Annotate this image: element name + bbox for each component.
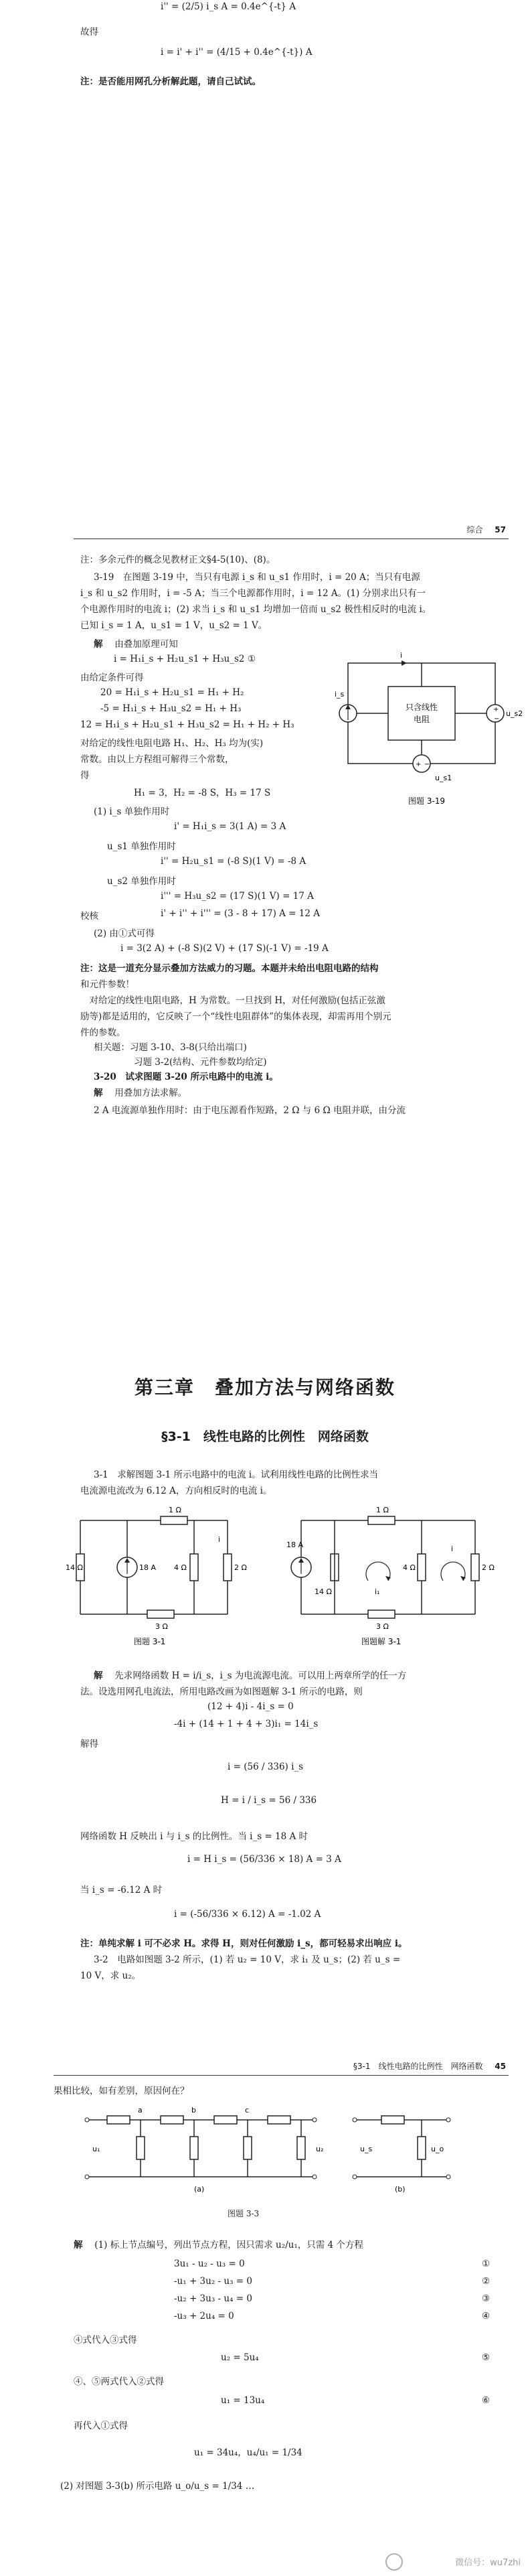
equation-num-1: ② (482, 2276, 491, 2287)
blank-gap-1 (0, 100, 530, 516)
result-3: u₁ = 34u₄，u₄/u₁ = 1/34 (194, 2447, 302, 2458)
solution-label: 解 (94, 1670, 103, 1681)
resistor-2 (224, 1554, 232, 1581)
note-line-2: 10 V，求 u₂。 (80, 1971, 141, 1981)
mesh-equation-1: (12 + 4)i - 4i_s = 0 (207, 1701, 294, 1712)
node-a: a (138, 2106, 143, 2115)
note2-line-2: 对给定的线性电阻电路，H 为常数。一旦找到 H，对任何激励(包括正弦激 (80, 995, 385, 1006)
eq-i-double-prime: i'' = H₂u_s1 = (-8 S)(1 V) = -8 A (161, 856, 306, 867)
i-label: i (218, 1535, 221, 1544)
result-2-num: ⑥ (482, 2395, 491, 2406)
h-values: H₁ = 3，H₂ = -8 S，H₃ = 17 S (134, 788, 271, 798)
p320-last: 2 A 电流源单独作用时：由于电压源看作短路，2 Ω 与 6 Ω 电阻并联，由分流 (94, 1105, 406, 1116)
r2-label: 2 Ω (234, 1563, 247, 1572)
header-label: 综合 (466, 525, 483, 534)
blank-gap-2 (0, 1132, 530, 1366)
sol-resistor-3 (368, 1610, 395, 1618)
part-1: (1) i_s 单独作用时 (94, 806, 170, 817)
equation-num-2: ③ (482, 2293, 491, 2304)
after-eqs-2: 得 (80, 770, 90, 781)
figure-3-19 (335, 650, 523, 810)
solution-line-1: 法。设选用网孔电流法，所用电路改画为如图题解 3-1 所示的电路，则 (80, 1687, 363, 1697)
header-rule-2 (54, 2075, 509, 2076)
after-eqs-0: 对给定的线性电阻电路 H₁、H₂、H₃ 均为(实) (80, 738, 264, 749)
sol-src-label: 18 A (286, 1541, 304, 1549)
problem-3-19-line-1: i_s 和 u_s2 作用时，i = -5 A；当三个电源都作用时，i = 12 A。(1) 分别求出只有一 (80, 588, 426, 599)
equation-row-2: -u₂ + 3u₃ - u₄ = 0 (174, 2293, 252, 2304)
eq-part-2: i = 3(2 A) + (-8 S)(2 V) + (17 S)(-1 V) = -19 A (120, 943, 329, 954)
problem-3-1-line-1: 电流源电流改为 6.12 A，方向相反时的电流 i。 (80, 1486, 272, 1496)
sol-resistor-2 (471, 1554, 479, 1581)
figure-3-3b (341, 2103, 462, 2197)
eq-check: i' + i'' + i''' = (3 - 8 + 17) A = 12 A (161, 908, 320, 919)
box-label-2: 电阻 (413, 715, 430, 724)
us2-label: u_s2 (506, 709, 523, 718)
solution-line-0: 先求网络函数 H = i/i_s，i_s 为电流源电流。可以用上两章所学的任一方 (114, 1670, 407, 1681)
equation-row-3: -u₃ + 2u₄ = 0 (174, 2311, 234, 2321)
us2-alone: u_s2 单独作用时 (107, 876, 176, 887)
solution-label: 解 (74, 2240, 83, 2250)
r1-label: 1 Ω (169, 1506, 181, 1514)
note2-line-0: 注：这是一道充分显示叠加方法威力的习题。本题并未给出电阻电路的结构 (80, 963, 379, 974)
watermark-text: 微信号：wu7zhi (455, 2558, 521, 2568)
eq-row-0: 20 = H₁i_s + H₂u_s1 = H₁ + H₂ (100, 687, 244, 698)
port-u1: u₁ (92, 2145, 100, 2153)
last-line: (2) 对图题 3-3(b) 所示电路 u_o/u_s = 1/34 … (60, 2481, 255, 2492)
figure-3-1 (66, 1500, 247, 1648)
page-number-2: 45 (495, 2062, 506, 2071)
page-3 (0, 1366, 530, 1983)
result-h: H = i / i_s = 56 / 336 (221, 1795, 317, 1806)
page-2-tail (0, 1085, 530, 1132)
note2-line-3: 励等)都是适用的，它反映了一个“线性电阻群体”的集体表现，却需再用个别元 (80, 1011, 391, 1022)
port-u2: u₂ (316, 2145, 324, 2153)
note-top: 注：多余元件的概念见教材正文§4-5(10)、(8)。 (80, 555, 276, 565)
after-eqs-1: 常数。由以上方程组可解得三个常数， (80, 754, 234, 765)
p320-solution (94, 1085, 187, 1098)
check-label: 校核 (80, 911, 98, 922)
i-label: i (400, 651, 403, 660)
solution-text: (1) 标上节点编号，列出节点方程，因只需求 u₂/u₁，只需 4 个方程 (94, 2240, 363, 2250)
solution-line (74, 2237, 363, 2250)
node-c: c (245, 2106, 250, 2115)
port-uo: u_o (431, 2145, 444, 2153)
solution-3-19 (94, 636, 178, 650)
r3-label: 3 Ω (155, 1622, 168, 1631)
equation-1: i = H₁i_s + H₂u_s1 + H₃u_s2 (114, 654, 245, 664)
therefore-text: 故得 (80, 27, 98, 38)
sol-r3-label: 3 Ω (376, 1622, 389, 1631)
eq-i-triple-prime: i''' = H₃u_s2 = (17 S)(1 V) = 17 A (161, 891, 314, 902)
note2-line-4: 件的参数。 (80, 1027, 126, 1038)
svg-text:−: − (494, 715, 500, 723)
section-title: §3-1 线性电路的比例性 网络函数 (161, 1429, 369, 1444)
result-2: u₁ = 13u₄ (221, 2395, 265, 2406)
resistor-4 (190, 1554, 198, 1581)
sol-r4-label: 4 Ω (403, 1563, 416, 1572)
note-line-1: 3-2 电路如图题 3-2 所示，(1) 若 u₂ = 10 V，求 i₁ 及 u_s；(2) 若 u_s = (94, 1954, 401, 1965)
port-us: u_s (360, 2145, 373, 2153)
sol-r1-label: 1 Ω (376, 1506, 389, 1514)
mesh-i1-label: i₁ (375, 1587, 380, 1596)
solve-text: 解得 (80, 1739, 98, 1749)
eq-row-2: 12 = H₁i_s + H₂u_s1 + H₃u_s2 = H₁ + H₂ + H₃ (80, 719, 294, 730)
page-4 (0, 2056, 530, 2576)
wechat-icon (385, 2553, 403, 2571)
svg-text:−: − (424, 761, 430, 768)
is-label: i_s (335, 690, 345, 699)
top-line: 果相比较，如有差别，原因何在？ (54, 2086, 189, 2096)
solve-label: 解 (94, 639, 103, 650)
related-1: 相关题：习题 3-10、3-8(只给出端口) (94, 1042, 247, 1053)
problem-3-1-line-0: 3-1 求解图题 3-1 所示电路中的电流 i。试利用线性电路的比例性求当 (94, 1470, 379, 1480)
solve-text: 由叠加原理可知 (114, 639, 178, 650)
figure-3-1-caption: 图题 3-1 (134, 1637, 166, 1646)
given-text: 由给定条件可得 (80, 672, 144, 683)
step-1: ④式代入③式得 (74, 2335, 137, 2346)
result-18: i = H i_s = (56/336 × 18) A = 3 A (187, 1854, 341, 1865)
figure-3-3-caption: 图题 3-3 (228, 2209, 260, 2218)
page-1 (0, 0, 530, 100)
us1-label: u_s1 (435, 774, 452, 782)
equation-row-1: -u₁ + 3u₂ - u₃ = 0 (174, 2276, 252, 2287)
page-number: 57 (495, 525, 506, 534)
step-3: 再代入①式得 (74, 2421, 128, 2431)
related-2: 习题 3-2(结构、元件参数均给定) (134, 1057, 267, 1068)
sub-b: (b) (395, 2185, 406, 2194)
src18-label: 18 A (139, 1563, 157, 1572)
p320-solve-text: 用叠加方法求解。 (114, 1088, 187, 1098)
top-equation: i'' = (2/5) i_s A = 0.4e^{-t} A (161, 1, 296, 12)
eq-i-prime: i' = H₁i_s = 3(1 A) = 3 A (174, 821, 286, 832)
linear-resistor-box (388, 687, 455, 740)
problem-3-20: 3-20 试求图题 3-20 所示电路中的电流 i。 (94, 1072, 278, 1082)
note-line-0: 注：单纯求解 i 可不必求 H。求得 H，则对任何激励 i_s，都可轻易求出响应 i。 (80, 1938, 408, 1949)
mesh-i-label: i (451, 1545, 454, 1553)
resistor-1 (161, 1516, 187, 1524)
page-2 (0, 516, 530, 1085)
figure-sol-caption: 图题解 3-1 (361, 1637, 402, 1646)
blank-gap-3 (0, 1983, 530, 2056)
result-i: i = (56 / 336) i_s (228, 1762, 304, 1772)
box-label-1: 只含线性 (405, 703, 438, 712)
equation-num-0: ① (482, 2259, 491, 2269)
chapter-title: 第三章 叠加方法与网络函数 (134, 1376, 395, 1399)
p320-solve-label: 解 (94, 1088, 103, 1098)
network-function-text: 网络函数 H 反映出 i 与 i_s 的比例性。当 i_s = 18 A 时 (80, 1831, 308, 1842)
sum-equation: i = i' + i'' = (4/15 + 0.4e^{-t}) A (161, 47, 313, 58)
note-text: 注：是否能用网孔分析解此题，请自己试试。 (80, 76, 261, 87)
svg-text:+: + (416, 761, 422, 768)
step-2: ④、⑤两式代入②式得 (74, 2376, 164, 2387)
sub-a: (a) (194, 2185, 205, 2194)
figure-3-3a (74, 2103, 328, 2197)
solution-3-1-line-0 (94, 1668, 406, 1681)
result-612: i = (-56/336 × 6.12) A = -1.02 A (174, 1909, 321, 1920)
note2-line-1: 和元件参数！ (80, 979, 135, 990)
equation-row-0: 3u₁ - u₂ - u₃ = 0 (174, 2259, 245, 2269)
running-header (466, 524, 506, 535)
sol-resistor-1 (368, 1516, 395, 1524)
us1-alone: u_s1 单独作用时 (107, 841, 176, 852)
sol-r14-label: 14 Ω (315, 1587, 332, 1596)
part-2: (2) 由①式可得 (94, 928, 155, 939)
equation-num-3: ④ (482, 2311, 491, 2321)
resistor-3 (147, 1610, 174, 1618)
result-1-num: ⑤ (482, 2352, 491, 2363)
eq-row-1: -5 = H₁i_s + H₃u_s2 = H₁ + H₃ (100, 703, 242, 714)
running-header-2 (353, 2060, 506, 2072)
r14-label: 14 Ω (66, 1563, 83, 1572)
mesh-equation-2: -4i + (14 + 1 + 4 + 3)i₁ = 14i_s (174, 1719, 319, 1729)
problem-3-19-line-0: 3-19 在图题 3-19 中，当只有电源 i_s 和 u_s1 作用时，i = 20 A；当只有电源 (94, 572, 420, 583)
sol-resistor-4 (418, 1554, 426, 1581)
svg-text:+: + (493, 706, 499, 713)
result-1: u₂ = 5u₄ (221, 2352, 259, 2363)
when-text: 当 i_s = -6.12 A 时 (80, 1885, 163, 1895)
equation-1-number: ① (248, 654, 256, 664)
header-label-2: §3-1 线性电路的比例性 网络函数 (353, 2062, 483, 2071)
sol-r2-label: 2 Ω (482, 1563, 495, 1572)
problem-3-19-line-2: 个电源作用时的电流 i；(2) 求当 i_s 和 u_s1 均增加一倍而 u_s2 极性相反时的电流 i。 (80, 604, 432, 615)
node-b: b (191, 2106, 196, 2115)
problem-3-19-line-3: 已知 i_s = 1 A，u_s1 = 1 V，u_s2 = 1 V。 (80, 620, 268, 631)
figure-solution-3-1 (286, 1500, 495, 1648)
figure-caption: 图题 3-19 (408, 796, 446, 806)
r4-label: 4 Ω (174, 1563, 187, 1572)
